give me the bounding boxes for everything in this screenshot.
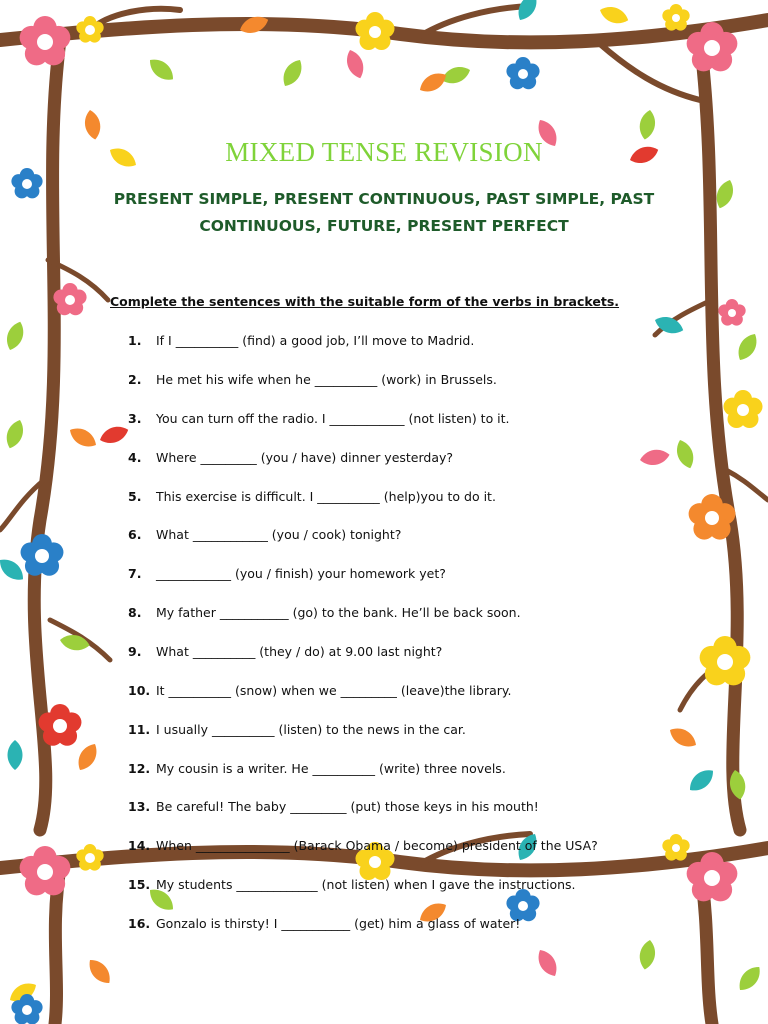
question-number: 12. xyxy=(128,761,151,776)
question-item xyxy=(128,566,688,581)
question-text: This exercise is difficult. I __________ (help)you to do it. xyxy=(156,489,496,504)
question-item xyxy=(128,916,688,931)
question-number: 15. xyxy=(128,877,151,892)
question-number: 4. xyxy=(128,450,142,465)
question-number: 3. xyxy=(128,411,142,426)
question-number: 14. xyxy=(128,838,151,853)
question-number: 9. xyxy=(128,644,142,659)
question-number: 2. xyxy=(128,372,142,387)
question-number: 13. xyxy=(128,799,151,814)
question-text: My students _____________ (not listen) when I gave the instructions. xyxy=(156,877,576,892)
question-item xyxy=(128,527,688,542)
question-text: What ____________ (you / cook) tonight? xyxy=(156,527,402,542)
question-text: My father ___________ (go) to the bank. He’ll be back soon. xyxy=(156,605,521,620)
question-item xyxy=(128,877,688,892)
question-number: 5. xyxy=(128,489,142,504)
worksheet-title: MIXED TENSE REVISION xyxy=(225,137,543,167)
question-text: When _______________ (Barack Obama / become) president of the USA? xyxy=(156,838,598,853)
instructions: Complete the sentences with the suitable form of the verbs in brackets. xyxy=(110,294,620,309)
question-item xyxy=(128,838,688,853)
question-text: Where _________ (you / have) dinner yesterday? xyxy=(156,450,454,465)
question-text: You can turn off the radio. I ____________ (not listen) to it. xyxy=(156,411,510,426)
question-item xyxy=(128,683,688,698)
question-text: He met his wife when he __________ (work) in Brussels. xyxy=(156,372,497,387)
question-item xyxy=(128,644,688,659)
question-text: Be careful! The baby _________ (put) those keys in his mouth! xyxy=(156,799,539,814)
question-text: It __________ (snow) when we _________ (leave)the library. xyxy=(156,683,512,698)
question-item xyxy=(128,489,688,504)
question-number: 16. xyxy=(128,916,151,931)
question-number: 6. xyxy=(128,527,142,542)
question-text: I usually __________ (listen) to the news in the car. xyxy=(156,722,466,737)
question-number: 1. xyxy=(128,333,142,348)
question-text: What __________ (they / do) at 9.00 last night? xyxy=(156,644,443,659)
question-item xyxy=(128,761,688,776)
question-item xyxy=(128,722,688,737)
question-text: If I __________ (find) a good job, I’ll move to Madrid. xyxy=(156,333,475,348)
question-item xyxy=(128,372,688,387)
question-item xyxy=(128,333,688,348)
question-number: 10. xyxy=(128,683,151,698)
question-text: Gonzalo is thirsty! I ___________ (get) him a glass of water! xyxy=(156,916,521,931)
question-item xyxy=(128,450,688,465)
question-text: ____________ (you / finish) your homework yet? xyxy=(156,566,446,581)
question-text: My cousin is a writer. He __________ (write) three novels. xyxy=(156,761,506,776)
worksheet-subtitle: PRESENT SIMPLE, PRESENT CONTINUOUS, PAST SIMPLE, PAST CONTINUOUS, FUTURE, PRESENT PERFECT xyxy=(113,190,655,235)
question-item xyxy=(128,605,688,620)
question-number: 8. xyxy=(128,605,142,620)
question-number: 11. xyxy=(128,722,151,737)
question-item xyxy=(128,411,688,426)
question-item xyxy=(128,799,688,814)
question-number: 7. xyxy=(128,566,142,581)
